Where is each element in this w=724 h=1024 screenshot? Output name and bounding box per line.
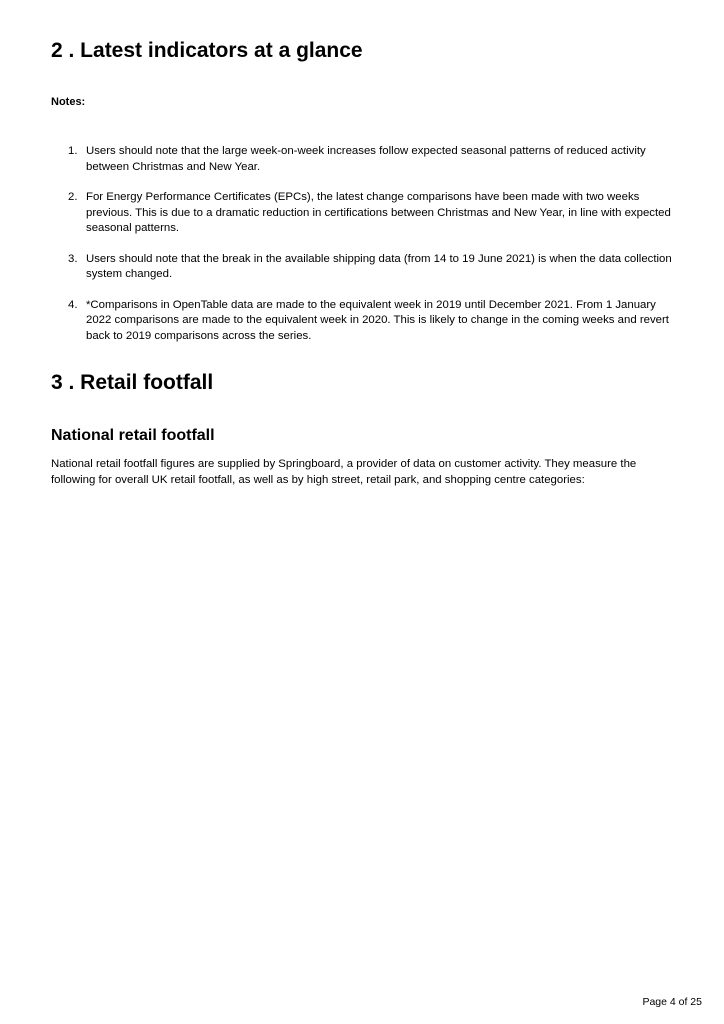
list-item-number: 2. [68,191,78,203]
list-item [51,190,673,237]
notes-list [51,144,673,359]
list-item [51,144,673,175]
list-item-text: Users should note that the large week-on-week increases follow expected seasonal patterns of reduced activity between Christmas and New Year. [86,145,646,173]
list-item-text: For Energy Performance Certificates (EPCs), the latest change comparisons have been made with two weeks previous. This is due to a dramatic reduction in certifications between Christmas and New Year, in line with expected seasonal patterns. [86,191,671,234]
list-item [51,298,673,345]
notes-label: Notes: [51,96,86,108]
list-item-text: Users should note that the break in the available shipping data (from 14 to 19 June 2021) is when the data collection system changed. [86,252,672,280]
subheading-national-retail-footfall: National retail footfall [51,427,215,444]
list-item-number: 3. [68,252,78,265]
list-item-text: *Comparisons in OpenTable data are made to the equivalent week in 2019 until December 2021. From 1 January 2022 comparisons are made to the equivalent week in 2020. This is likely to change in the coming weeks and revert back to 2019 comparisons across the series. [86,298,669,342]
list-item-number: 4. [68,298,78,311]
list-item-number: 1. [68,145,78,157]
section-2-heading: 2 . Latest indicators at a glance [51,39,363,62]
page-number: Page 4 of 25 [642,996,702,1008]
body-paragraph: National retail footfall figures are supplied by Springboard, a provider of data on customer activity. They measure the following for overall UK retail footfall, as well as by high street, retail park, and shopping centre categories: [51,458,637,486]
section-3-heading: 3 . Retail footfall [51,371,214,394]
list-item [51,252,673,283]
